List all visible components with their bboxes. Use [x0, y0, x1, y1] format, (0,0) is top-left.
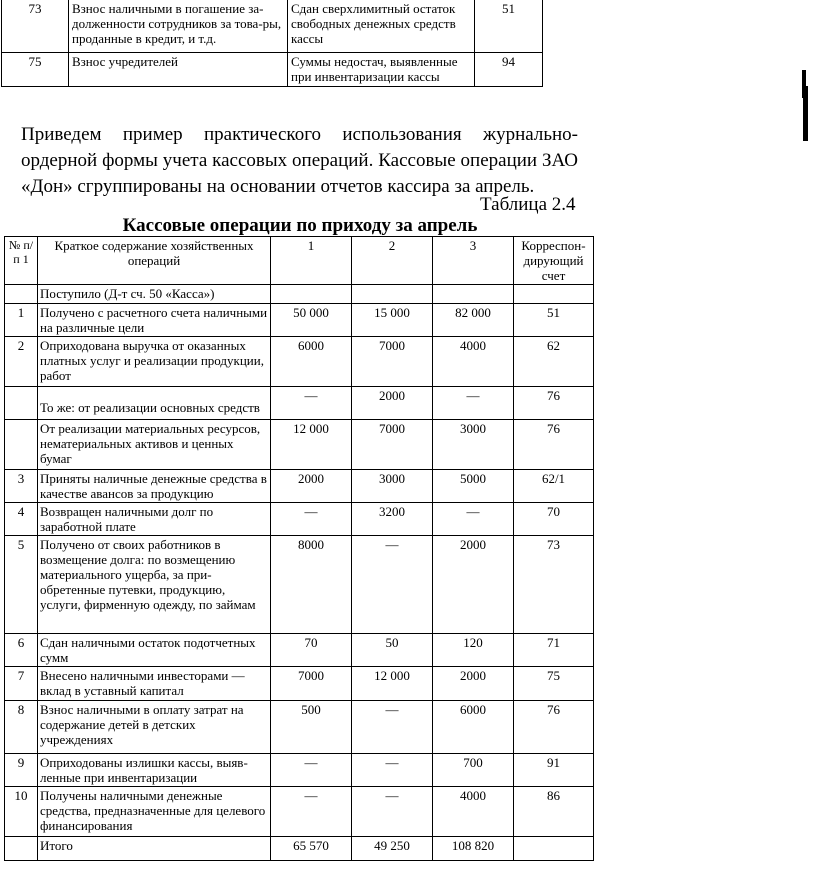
row-num: 10 — [5, 787, 38, 837]
row-corr: 71 — [514, 634, 594, 667]
row-col3 — [433, 285, 514, 304]
row-col1: 6000 — [271, 337, 352, 387]
table-title: Кассовые операции по приходу за апрель — [122, 215, 478, 236]
row-col3: 700 — [433, 754, 514, 787]
row-description: Взнос наличными в оплату затрат на содержание детей в детских учреждениях — [38, 701, 271, 754]
table-row — [5, 387, 594, 420]
row-col1: 7000 — [271, 667, 352, 701]
row-description: Возвращен наличными долг по заработной плате — [38, 503, 271, 536]
table-row — [5, 787, 594, 837]
paragraph-text: Приведем пример практического использования журнально-ордерной формы учета кассовых операций. Кассовые операции ЗАО «Дон» сгруппированы на основании отчетов кассира за апрель. — [21, 124, 578, 197]
row-description: От реализации материальных ресурсов, нематериальных активов и ценных бумаг — [38, 420, 271, 470]
table-row — [5, 754, 594, 787]
table-row — [2, 53, 543, 87]
row-description: Внесено наличными инвесторами — вклад в уставный капитал — [38, 667, 271, 701]
header-num: № п/п 1 — [5, 237, 38, 285]
row-col1 — [271, 285, 352, 304]
row-num — [5, 420, 38, 470]
row-description: Оприходованы излишки кассы, выяв-ленные при инвентаризации — [38, 754, 271, 787]
total-col2: 49 250 — [352, 837, 433, 861]
row-num: 9 — [5, 754, 38, 787]
header-col3: 3 — [433, 237, 514, 285]
table-row — [5, 420, 594, 470]
row-col1: — — [271, 754, 352, 787]
row-description: Получены наличными денежные средства, предназначенные для целевого финансирования — [38, 787, 271, 837]
row-num: 8 — [5, 701, 38, 754]
row-col2: — — [352, 701, 433, 754]
row-col2: 7000 — [352, 337, 433, 387]
table-row — [2, 0, 543, 53]
row-corr: 51 — [514, 304, 594, 337]
row-col1: — — [271, 503, 352, 536]
row-col3: 3000 — [433, 420, 514, 470]
row-corr: 62 — [514, 337, 594, 387]
row-col1: 12 000 — [271, 420, 352, 470]
table-row — [5, 667, 594, 701]
row-col2: 50 — [352, 634, 433, 667]
row-corr: 76 — [514, 420, 594, 470]
body-paragraph — [21, 122, 578, 200]
row-col2: 3000 — [352, 470, 433, 503]
row-corr: 75 — [514, 667, 594, 701]
header-col2: 2 — [352, 237, 433, 285]
credit-description: Суммы недостач, выявленные при инвентаризации кассы — [288, 53, 475, 87]
header-description: Краткое содержание хозяйственных операций — [38, 237, 271, 285]
table-number: Таблица 2.4 — [480, 194, 576, 215]
debit-description: Взнос учредителей — [69, 53, 288, 87]
total-col1: 65 570 — [271, 837, 352, 861]
table-row — [5, 285, 594, 304]
total-label: Итого — [38, 837, 271, 861]
total-row — [5, 837, 594, 861]
row-corr: 62/1 — [514, 470, 594, 503]
row-col2: — — [352, 787, 433, 837]
row-col2: 2000 — [352, 387, 433, 420]
row-description: Оприходована выручка от оказанных платных услуг и реализации продукции, работ — [38, 337, 271, 387]
cash-receipts-table — [4, 236, 594, 861]
row-col3: — — [433, 503, 514, 536]
row-col3: 6000 — [433, 701, 514, 754]
row-col2 — [352, 285, 433, 304]
row-number: 75 — [2, 53, 69, 87]
row-col3: 4000 — [433, 787, 514, 837]
row-description: Приняты наличные денежные средства в качестве авансов за продукцию — [38, 470, 271, 503]
row-col3: 4000 — [433, 337, 514, 387]
row-num: 5 — [5, 536, 38, 634]
credit-description: Сдан сверхлимитный остаток свободных денежных средств кассы — [288, 0, 475, 53]
row-col2: — — [352, 536, 433, 634]
row-num: 4 — [5, 503, 38, 536]
table-row — [5, 536, 594, 634]
row-col1: 50 000 — [271, 304, 352, 337]
header-row — [5, 237, 594, 285]
row-col1: 2000 — [271, 470, 352, 503]
row-col3: 120 — [433, 634, 514, 667]
row-num — [5, 837, 38, 861]
row-corr — [514, 285, 594, 304]
account-number: 94 — [475, 53, 543, 87]
row-col1: — — [271, 387, 352, 420]
table-row — [5, 470, 594, 503]
row-corr: 76 — [514, 387, 594, 420]
row-corr: 86 — [514, 787, 594, 837]
row-corr: 70 — [514, 503, 594, 536]
table-row — [5, 304, 594, 337]
table-row — [5, 701, 594, 754]
row-col3: 82 000 — [433, 304, 514, 337]
row-col2: 7000 — [352, 420, 433, 470]
account-number: 51 — [475, 0, 543, 53]
row-corr: 76 — [514, 701, 594, 754]
row-number: 73 — [2, 0, 69, 53]
row-col3: 2000 — [433, 667, 514, 701]
row-corr: 91 — [514, 754, 594, 787]
row-description: Поступило (Д-т сч. 50 «Касса») — [38, 285, 271, 304]
row-col1: 8000 — [271, 536, 352, 634]
header-corr-account: Корреспон-дирующий счет — [514, 237, 594, 285]
row-description: Получено с расчетного счета наличными на различные цели — [38, 304, 271, 337]
row-description: То же: от реализации основных средств — [38, 387, 271, 420]
row-col2: 3200 — [352, 503, 433, 536]
table-row — [5, 503, 594, 536]
row-col2: — — [352, 754, 433, 787]
row-corr: 73 — [514, 536, 594, 634]
row-description: Сдан наличными остаток подотчетных сумм — [38, 634, 271, 667]
table-row — [5, 634, 594, 667]
row-col2: 12 000 — [352, 667, 433, 701]
row-col3: 2000 — [433, 536, 514, 634]
row-col1: 70 — [271, 634, 352, 667]
header-col1: 1 — [271, 237, 352, 285]
row-col3: 5000 — [433, 470, 514, 503]
row-col1: — — [271, 787, 352, 837]
debit-description: Взнос наличными в погашение за-долженности сотрудников за това-ры, проданные в кредит, и т.д. — [69, 0, 288, 53]
row-description: Получено от своих работников в возмещение долга: по возмещению материального ущерба, за при-обретенные путевки, продукцию, услуги, фирменную одежду, по займам — [38, 536, 271, 634]
top-continuation-table — [1, 0, 543, 87]
row-num: 2 — [5, 337, 38, 387]
row-num: 3 — [5, 470, 38, 503]
row-num — [5, 387, 38, 420]
row-num: 1 — [5, 304, 38, 337]
total-corr — [514, 837, 594, 861]
row-num: 7 — [5, 667, 38, 701]
row-num: 6 — [5, 634, 38, 667]
total-col3: 108 820 — [433, 837, 514, 861]
row-num — [5, 285, 38, 304]
table-row — [5, 337, 594, 387]
row-col1: 500 — [271, 701, 352, 754]
row-col3: — — [433, 387, 514, 420]
row-col2: 15 000 — [352, 304, 433, 337]
margin-mark — [803, 86, 808, 141]
